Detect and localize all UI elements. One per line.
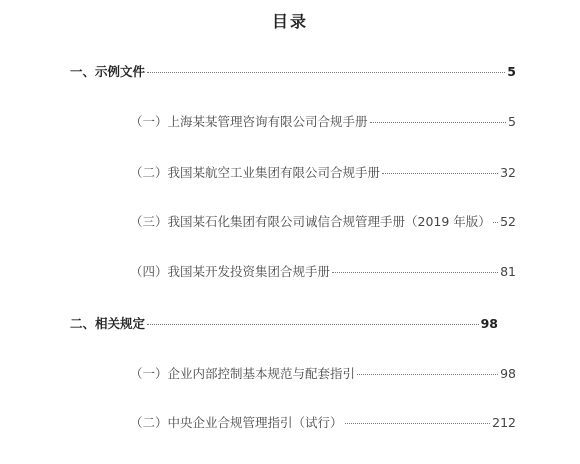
toc-page-number: 5 (507, 64, 516, 79)
toc-entry-label: （二）我国某航空工业集团有限公司合规手册 (130, 165, 381, 180)
dot-leader (382, 172, 498, 174)
dot-leader (147, 71, 505, 73)
toc-entry[interactable] (130, 165, 516, 181)
toc-entry[interactable] (130, 214, 516, 230)
dot-leader (332, 271, 498, 273)
toc-entry-label: （一）企业内部控制基本规范与配套指引 (130, 366, 356, 381)
toc-page-number: 81 (500, 264, 516, 279)
toc-entry[interactable] (130, 264, 516, 280)
toc-section-1[interactable] (70, 64, 516, 80)
dot-leader (370, 121, 507, 123)
toc-page-number: 52 (500, 214, 516, 229)
toc-section-label: 一、示例文件 (70, 64, 146, 79)
toc-page-number: 212 (492, 415, 516, 430)
toc-entry[interactable] (130, 415, 516, 431)
toc-page-number: 32 (500, 165, 516, 180)
toc-entry-label: （四）我国某开发投资集团合规手册 (130, 264, 331, 279)
toc-entry-label: （三）我国某石化集团有限公司诚信合规管理手册（2019 年版） (130, 214, 491, 229)
dot-leader (357, 373, 498, 375)
dot-leader (493, 221, 498, 223)
dot-leader (147, 323, 479, 325)
toc-section-2[interactable] (70, 316, 498, 332)
toc-entry[interactable] (130, 366, 516, 382)
toc-section-label: 二、相关规定 (70, 316, 146, 331)
toc-title: 目录 (271, 12, 308, 31)
toc-entry[interactable] (130, 114, 516, 130)
toc-entry-label: （一）上海某某管理咨询有限公司合规手册 (130, 114, 368, 129)
toc-page-number: 5 (508, 114, 516, 129)
toc-page-number: 98 (500, 366, 516, 381)
dot-leader (345, 422, 491, 424)
toc-entry-label: （二）中央企业合规管理指引（试行） (130, 415, 343, 430)
toc-page-number: 98 (480, 316, 498, 331)
